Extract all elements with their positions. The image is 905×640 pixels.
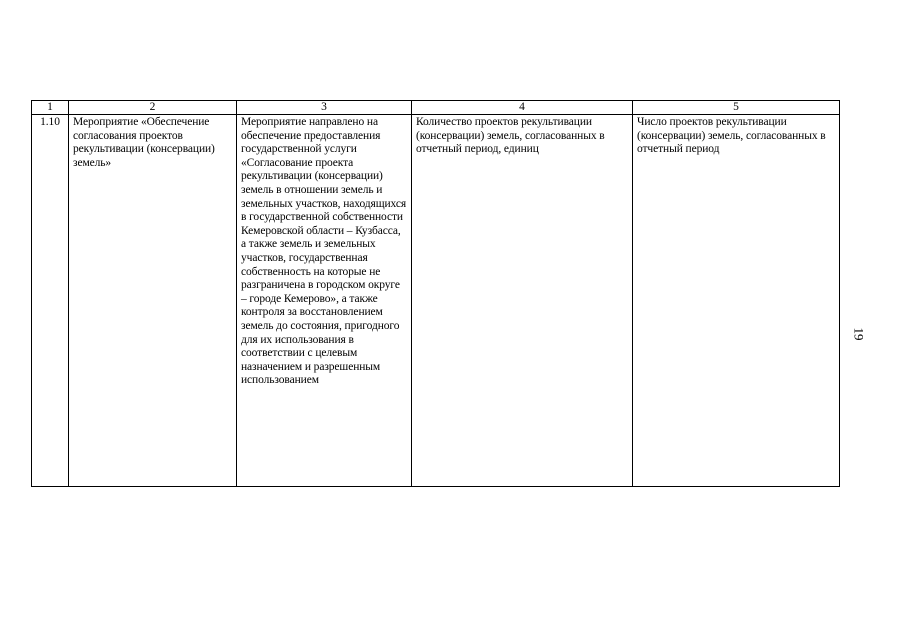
event-name-cell: Мероприятие «Обеспечение согласования проектов рекультивации (консервации) земель» — [69, 115, 237, 487]
header-cell-5: 5 — [633, 101, 840, 115]
table-header-row — [32, 101, 840, 115]
indicator-cell: Количество проектов рекультивации (консервации) земель, согласованных в отчетный период, единиц — [412, 115, 633, 487]
header-cell-1: 1 — [32, 101, 69, 115]
event-description-cell: Мероприятие направлено на обеспечение предоставления государственной услуги «Согласование проекта рекультивации (консервации) земель в отношении земель и земельных участков, находящихся в государственной собственности Кемеровской области – Кузбасса, а также земель и земельных участков, государственная собственность на которые не разграничена в городском округе – городе Кемерово», а также контроля за восстановлением земель до состояния, пригодного для их использования в соответствии с целевым назначением и разрешенным использованием — [237, 115, 412, 487]
page-number: 19 — [851, 327, 867, 341]
document-table — [31, 100, 840, 487]
row-number-cell: 1.10 — [32, 115, 69, 487]
calculation-method-cell: Число проектов рекультивации (консервации) земель, согласованных в отчетный период — [633, 115, 840, 487]
header-cell-4: 4 — [412, 101, 633, 115]
header-cell-2: 2 — [69, 101, 237, 115]
header-cell-3: 3 — [237, 101, 412, 115]
table-row — [32, 115, 840, 487]
